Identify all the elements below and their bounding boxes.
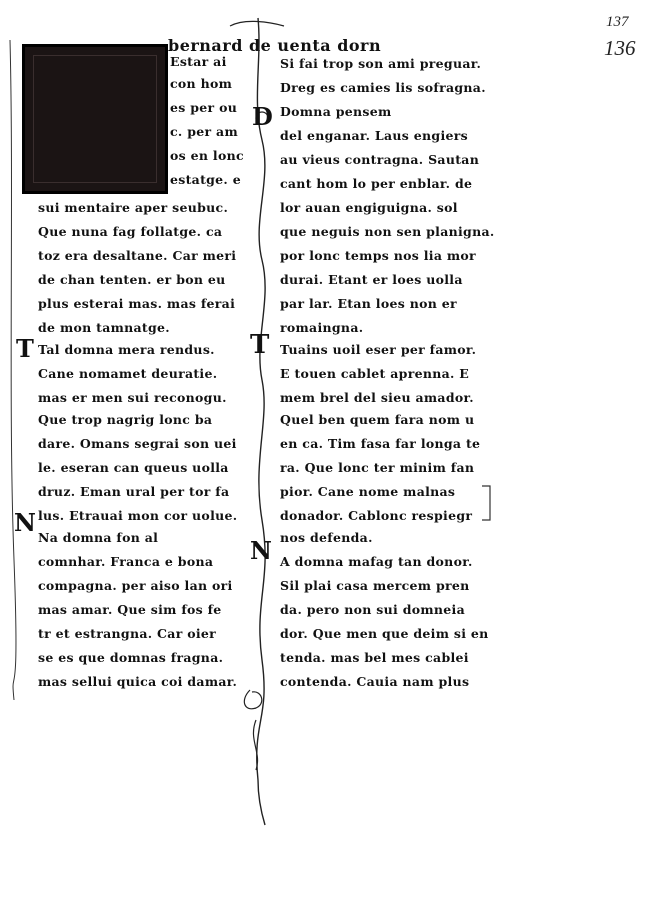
text-line: Tuains uoil eser per famor. [280, 342, 477, 357]
text-line: Na domna fon al [38, 530, 159, 545]
text-line: Cane nomamet deuratie. [38, 366, 218, 381]
text-line: Dreg es camies lis sofragna. [280, 80, 486, 95]
text-line: par lar. Etan loes non er [280, 296, 457, 311]
text-line: Estar ai [170, 54, 227, 69]
text-line: mas sellui quica coi damar. [38, 674, 238, 689]
text-line: Si fai trop son ami preguar. [280, 56, 482, 71]
text-line: comnhar. Franca e bona [38, 554, 214, 569]
rubric-header: bernard de uenta dorn [168, 36, 382, 55]
initial-T-right: T [250, 330, 270, 360]
text-line: mem brel del sieu amador. [280, 390, 474, 405]
text-line: ra. Que lonc ter minim fan [280, 460, 475, 475]
text-line: romaingna. [280, 320, 364, 335]
initial-N-left: N [14, 508, 36, 537]
folio-number-upper: 137 [606, 14, 629, 30]
text-line: cant hom lo per enblar. de [280, 176, 473, 191]
text-line: plus esterai mas. mas ferai [38, 296, 236, 311]
initial-T-left: T [16, 334, 34, 363]
text-line: sui mentaire aper seubuc. [38, 200, 229, 215]
text-line: dare. Omans segrai son uei [38, 436, 237, 451]
text-line: dor. Que men que deim si en [280, 626, 489, 641]
text-line: tr et estrangna. Car oier [38, 626, 217, 641]
text-line: Tal domna mera rendus. [38, 342, 215, 357]
text-line: mas amar. Que sim fos fe [38, 602, 222, 617]
text-line: en ca. Tim fasa far longa te [280, 436, 481, 451]
text-line: del enganar. Laus engiers [280, 128, 468, 143]
text-line: Domna pensem [280, 104, 392, 119]
text-line: Quel ben quem fara nom u [280, 412, 475, 427]
text-line: E touen cablet aprenna. E [280, 366, 470, 381]
text-line: estatge. e [170, 172, 241, 187]
text-line: c. per am [170, 124, 238, 139]
text-line: tenda. mas bel mes cablei [280, 650, 469, 665]
text-line: A domna mafag tan donor. [280, 554, 473, 569]
text-line: contenda. Cauia nam plus [280, 674, 470, 689]
text-line: toz era desaltane. Car meri [38, 248, 237, 263]
folio-number-lower: 136 [604, 36, 636, 60]
text-line: Sil plai casa mercem pren [280, 578, 470, 593]
initial-N-right: N [250, 536, 272, 565]
text-line: lor auan engiguigna. sol [280, 200, 458, 215]
text-line: compagna. per aiso lan ori [38, 578, 233, 593]
text-line: por lonc temps nos lia mor [280, 248, 476, 263]
text-line: durai. Etant er loes uolla [280, 272, 463, 287]
text-line: pior. Cane nome malnas [280, 484, 456, 499]
initial-D-right: D [252, 102, 273, 131]
text-line: con hom [170, 76, 233, 91]
text-line: de chan tenten. er bon eu [38, 272, 226, 287]
text-line: os en lonc [170, 148, 244, 163]
text-line: es per ou [170, 100, 238, 115]
text-line: Que trop nagrig lonc ba [38, 412, 213, 427]
text-line: donador. Cablonc respiegr [280, 508, 473, 523]
text-line: nos defenda. [280, 530, 373, 545]
text-line: au vieus contragna. Sautan [280, 152, 480, 167]
text-line: lus. Etrauai mon cor uolue. [38, 508, 238, 523]
text-line: da. pero non sui domneia [280, 602, 465, 617]
text-line: que neguis non sen planigna. [280, 224, 495, 239]
text-line: le. eseran can queus uolla [38, 460, 229, 475]
text-line: Que nuna fag follatge. ca [38, 224, 223, 239]
text-line: de mon tamnatge. [38, 320, 170, 335]
text-line: druz. Eman ural per tor fa [38, 484, 230, 499]
text-line: se es que domnas fragna. [38, 650, 224, 665]
text-line: mas er men sui reconogu. [38, 390, 227, 405]
